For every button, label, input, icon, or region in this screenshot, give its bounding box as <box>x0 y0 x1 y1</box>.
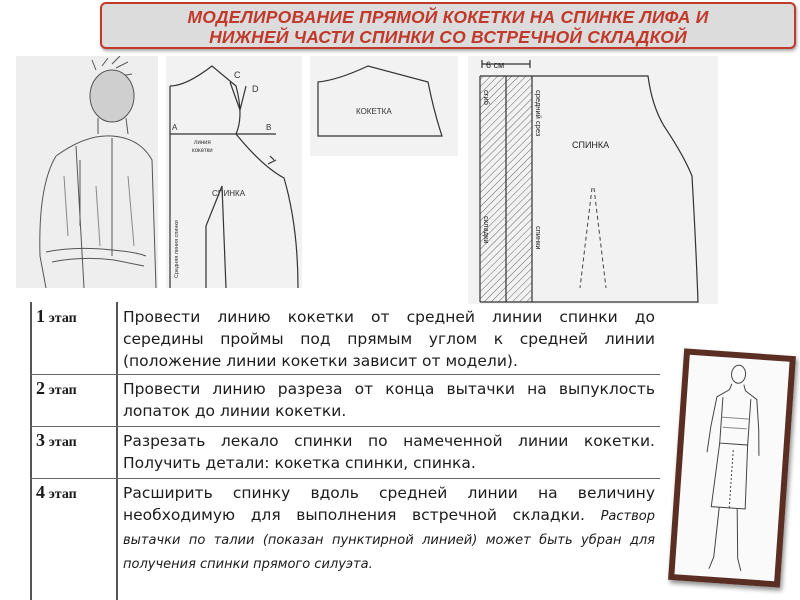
table-divider-right <box>116 302 118 600</box>
point-b-label: В <box>266 123 272 132</box>
row-separator-3 <box>30 478 660 479</box>
stage-4-text <box>123 482 655 576</box>
back-label: СПИНКА <box>572 140 610 150</box>
sketch-illustration <box>16 56 158 288</box>
row-separator-2 <box>30 426 660 427</box>
pleat-label: складки <box>482 216 491 244</box>
yoke-label: КОКЕТКА <box>356 107 392 116</box>
stage-3-label: 3 этап <box>36 430 77 450</box>
stage-1-label: 1 этап <box>36 306 77 326</box>
point-d-label: D <box>252 84 259 94</box>
point-c-label: С <box>234 70 241 80</box>
center-line-label: Средняя линия спинки <box>174 220 180 278</box>
yoke-pattern-svg <box>310 56 458 156</box>
fold-label: сгиб <box>482 90 491 105</box>
yoke-pattern <box>310 56 458 156</box>
yoke-line-label-2: кокетки <box>192 148 213 154</box>
yoke-line-label-1: линия <box>194 140 211 146</box>
center-cut-label: средний срез <box>534 90 543 137</box>
row-separator-1 <box>30 374 660 375</box>
back-label-vertical: спинки <box>534 226 543 250</box>
table-divider-left <box>30 302 32 600</box>
title-line-2: НИЖНЕЙ ЧАСТИ СПИНКИ СО ВСТРЕЧНОЙ СКЛАДКОЙ <box>209 27 687 47</box>
title-box <box>100 2 796 49</box>
back-pattern-svg <box>166 56 302 288</box>
fashion-figure-frame <box>668 348 796 587</box>
back-pleat-svg <box>468 56 718 304</box>
stage-4-note: Раствор вытачки по талии (показан пунктирной линией) может быть убран для получения спинки прямого силуэта. <box>123 509 655 572</box>
stage-3-text: Разрезать лекало спинки по намеченной линии кокетки. Получить детали: кокетка спинки, спинка. <box>123 432 655 472</box>
title-line-1: МОДЕЛИРОВАНИЕ ПРЯМОЙ КОКЕТКИ НА СПИНКЕ ЛИФА И <box>187 7 709 27</box>
point-a-label: А <box>172 123 178 132</box>
stage-4-label: 4 этап <box>36 482 77 502</box>
back-pattern-draft <box>166 56 302 288</box>
stage-2-label: 2 этап <box>36 378 77 398</box>
stage-1-text: Провести линию кокетки от средней линии спинки до середины проймы под прямым углом к средней линии (положение линии кокетки зависит от модели). <box>123 308 655 370</box>
back-pleat-pattern <box>468 56 718 304</box>
back-view-sketch <box>16 56 158 288</box>
width-label: 6 см <box>486 60 505 70</box>
stage-4-main: Расширить спинку вдоль средней линии на величину необходимую для выполнения встречной складки. <box>123 484 655 524</box>
stage-2-text: Провести линию разреза от конца вытачки на выпуклость лопаток до линии кокетки. <box>123 380 655 420</box>
back-label: СПИНКА <box>212 189 246 198</box>
fashion-figure-svg <box>674 355 789 581</box>
